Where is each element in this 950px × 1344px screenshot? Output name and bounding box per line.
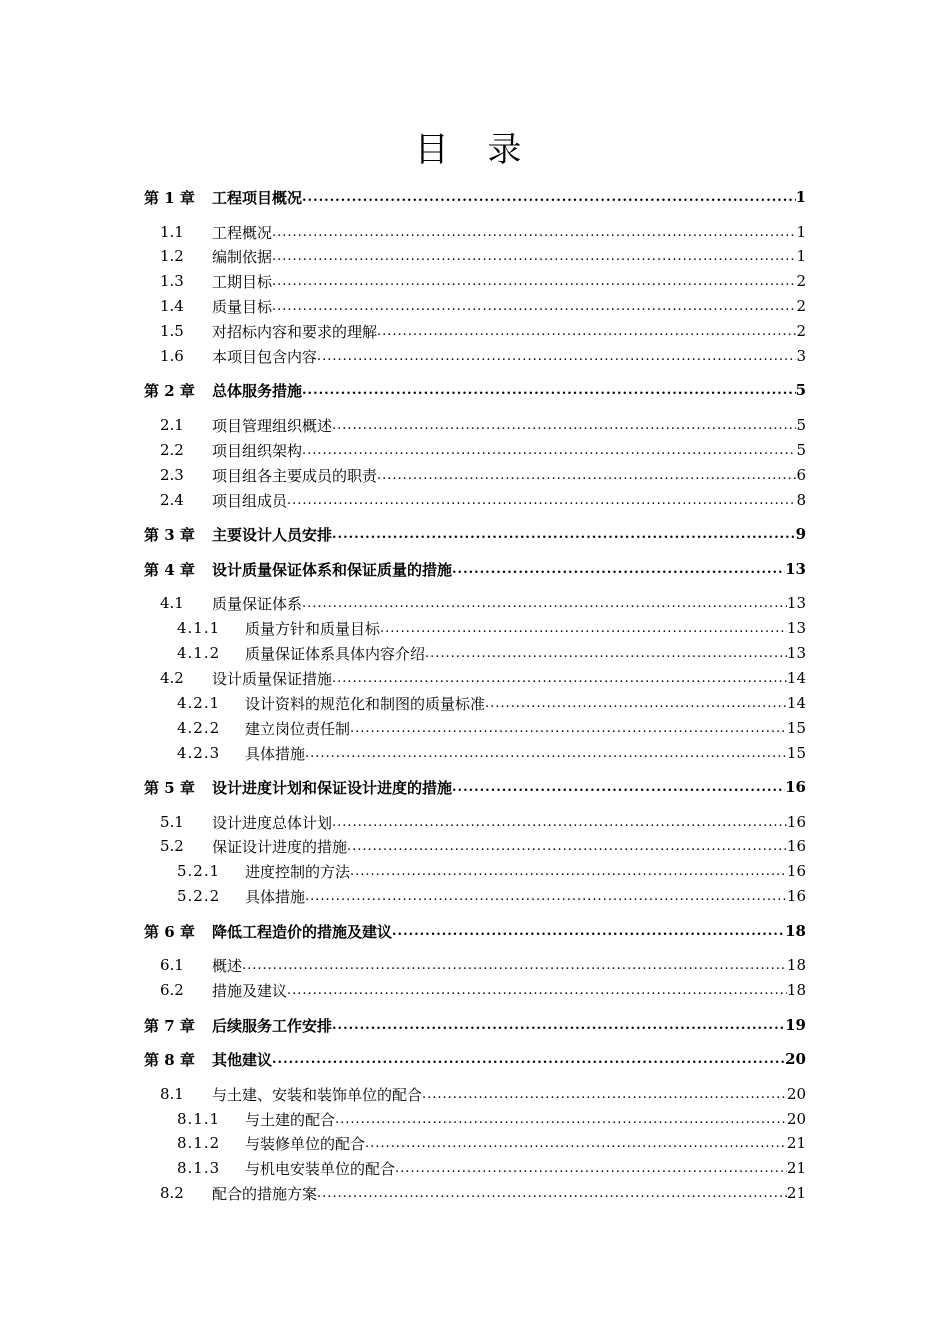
toc-dot-leader [485, 693, 787, 713]
toc-entry-page-number: 2 [796, 297, 806, 315]
toc-dot-leader [317, 1183, 787, 1203]
toc-entry-title: 配合的措施方案 [212, 1184, 318, 1203]
toc-entry-title: 工程项目概况 [212, 188, 303, 207]
toc-entry-title: 本项目包含内容 [212, 347, 318, 366]
toc-entry-page-number: 16 [786, 862, 806, 880]
toc-entry-sub[interactable] [144, 743, 806, 763]
toc-entry-number: 2.1 [160, 416, 184, 434]
toc-entry-chapter[interactable] [144, 1015, 806, 1035]
toc-dot-leader [377, 465, 796, 485]
toc-entry-page-number: 21 [786, 1134, 806, 1152]
toc-dot-leader [377, 321, 796, 341]
toc-entry-number: 5.2 [160, 837, 184, 855]
toc-entry-number: 第 2 章 [144, 381, 195, 400]
toc-entry-page-number: 21 [786, 1159, 806, 1177]
toc-entry-title: 设计进度总体计划 [212, 813, 333, 832]
toc-entry-page-number: 13 [786, 644, 806, 662]
toc-dot-leader [272, 246, 796, 266]
toc-entry-title: 质量保证体系具体内容介绍 [245, 644, 426, 663]
toc-entry-chapter[interactable] [144, 921, 806, 941]
toc-entry-number: 2.2 [160, 441, 184, 459]
toc-entry-number: 4.2.3 [177, 744, 221, 762]
toc-dot-leader [287, 980, 787, 1000]
toc-entry-page-number: 13 [785, 560, 806, 578]
toc-dot-leader [272, 271, 796, 291]
toc-entry-title: 后续服务工作安排 [212, 1016, 333, 1035]
toc-entry-page-number: 16 [785, 778, 806, 796]
toc-entry-page-number: 15 [786, 719, 806, 737]
toc-entry-number: 2.4 [160, 491, 184, 509]
toc-entry-section[interactable] [144, 980, 806, 1000]
toc-dot-leader [302, 380, 796, 400]
toc-entry-section[interactable] [144, 415, 806, 435]
toc-entry-section[interactable] [144, 296, 806, 316]
toc-entry-number: 第 6 章 [144, 922, 195, 941]
toc-entry-page-number: 1 [796, 223, 806, 241]
toc-entry-title: 概述 [212, 956, 243, 975]
toc-entry-title: 编制依据 [212, 247, 273, 266]
toc-entry-title: 降低工程造价的措施及建议 [212, 922, 393, 941]
toc-dot-leader [272, 296, 796, 316]
toc-entry-title: 项目组织架构 [212, 441, 303, 460]
toc-entry-title: 工程概况 [212, 223, 273, 242]
toc-entry-sub[interactable] [144, 861, 806, 881]
toc-entry-title: 项目组各主要成员的职责 [212, 466, 378, 485]
toc-entry-page-number: 3 [796, 347, 806, 365]
toc-entry-page-number: 14 [786, 669, 806, 687]
toc-entry-title: 质量保证体系 [212, 594, 303, 613]
toc-entry-page-number: 13 [786, 619, 806, 637]
toc-entry-number: 8.1.1 [177, 1110, 221, 1128]
toc-entry-page-number: 2 [796, 322, 806, 340]
toc-entry-number: 1.3 [160, 272, 184, 290]
toc-entry-page-number: 9 [795, 525, 806, 543]
toc-entry-section[interactable] [144, 321, 806, 341]
toc-dot-leader [335, 1109, 787, 1129]
toc-entry-section[interactable] [144, 271, 806, 291]
toc-entry-sub[interactable] [144, 618, 806, 638]
toc-entry-title: 对招标内容和要求的理解 [212, 322, 378, 341]
toc-dot-leader [332, 524, 796, 544]
toc-entry-section[interactable] [144, 593, 806, 613]
toc-entry-section[interactable] [144, 346, 806, 366]
toc-entry-page-number: 13 [786, 594, 806, 612]
toc-entry-number: 6.2 [160, 981, 184, 999]
toc-entry-section[interactable] [144, 440, 806, 460]
toc-entry-section[interactable] [144, 222, 806, 242]
toc-entry-page-number: 15 [786, 744, 806, 762]
toc-entry-title: 设计进度计划和保证设计进度的措施 [212, 778, 453, 797]
toc-entry-title: 其他建议 [212, 1050, 273, 1069]
toc-entry-number: 第 5 章 [144, 778, 195, 797]
toc-entry-title: 设计质量保证体系和保证质量的措施 [212, 560, 453, 579]
toc-entry-number: 5.1 [160, 813, 184, 831]
toc-entry-title: 具体措施 [245, 744, 306, 763]
toc-dot-leader [365, 1133, 787, 1153]
toc-entry-number: 8.1 [160, 1085, 184, 1103]
toc-entry-page-number: 1 [796, 247, 806, 265]
toc-dot-leader [332, 415, 796, 435]
toc-entry-sub[interactable] [144, 1158, 806, 1178]
toc-entry-page-number: 1 [795, 188, 806, 206]
toc-dot-leader [287, 490, 796, 510]
toc-entry-section[interactable] [144, 668, 806, 688]
toc-entry-section[interactable] [144, 836, 806, 856]
toc-entry-title: 具体措施 [245, 887, 306, 906]
toc-entry-section[interactable] [144, 465, 806, 485]
toc-entry-sub[interactable] [144, 693, 806, 713]
toc-entry-chapter[interactable] [144, 524, 806, 544]
toc-entry-sub[interactable] [144, 643, 806, 663]
toc-entry-title: 设计质量保证措施 [212, 669, 333, 688]
toc-entry-title: 设计资料的规范化和制图的质量标准 [245, 694, 486, 713]
toc-entry-page-number: 21 [786, 1184, 806, 1202]
toc-entry-number: 1.2 [160, 247, 184, 265]
toc-entry-number: 4.1 [160, 594, 184, 612]
toc-entry-title: 质量目标 [212, 297, 273, 316]
toc-dot-leader [272, 222, 796, 242]
toc-entry-number: 第 8 章 [144, 1050, 195, 1069]
toc-dot-leader [347, 836, 787, 856]
toc-entry-page-number: 18 [785, 922, 806, 940]
toc-entry-chapter[interactable] [144, 1049, 806, 1069]
toc-entry-page-number: 8 [796, 491, 806, 509]
toc-entry-number: 1.6 [160, 347, 184, 365]
toc-entry-title: 保证设计进度的措施 [212, 837, 348, 856]
toc-dot-leader [425, 643, 787, 663]
toc-entry-title: 进度控制的方法 [245, 862, 351, 881]
toc-dot-leader [272, 1049, 785, 1069]
toc-entry-number: 2.3 [160, 466, 184, 484]
toc-dot-leader [302, 440, 796, 460]
page-title: 目 录 [414, 130, 536, 170]
toc-entry-number: 4.1.1 [177, 619, 221, 637]
toc-dot-leader [392, 921, 785, 941]
toc-entry-section[interactable] [144, 246, 806, 266]
toc-entry-page-number: 5 [796, 416, 806, 434]
toc-dot-leader [305, 743, 787, 763]
toc-entry-page-number: 2 [796, 272, 806, 290]
toc-entry-number: 4.2.1 [177, 694, 221, 712]
toc-dot-leader [395, 1158, 787, 1178]
toc-entry-page-number: 5 [796, 441, 806, 459]
toc-entry-title: 建立岗位责任制 [245, 719, 351, 738]
toc-entry-page-number: 18 [786, 981, 806, 999]
toc-entry-sub[interactable] [144, 1109, 806, 1129]
toc-entry-page-number: 20 [786, 1110, 806, 1128]
toc-entry-section[interactable] [144, 1084, 806, 1104]
toc-entry-title: 工期目标 [212, 272, 273, 291]
toc-entry-section[interactable] [144, 812, 806, 832]
toc-entry-title: 措施及建议 [212, 981, 288, 1000]
toc-entry-number: 4.2.2 [177, 719, 221, 737]
toc-entry-number: 第 1 章 [144, 188, 195, 207]
toc-dot-leader [452, 777, 785, 797]
toc-entry-title: 质量方针和质量目标 [245, 619, 381, 638]
toc-entry-page-number: 14 [786, 694, 806, 712]
toc-entry-number: 第 3 章 [144, 525, 195, 544]
toc-entry-title: 与土建的配合 [245, 1110, 336, 1129]
toc-entry-page-number: 6 [796, 466, 806, 484]
toc-entry-number: 5.2.2 [177, 887, 221, 905]
toc-entry-title: 主要设计人员安排 [212, 525, 333, 544]
toc-entry-sub[interactable] [144, 1133, 806, 1153]
toc-entry-number: 第 7 章 [144, 1016, 195, 1035]
toc-dot-leader [422, 1084, 787, 1104]
toc-entry-number: 6.1 [160, 956, 184, 974]
toc-entry-page-number: 16 [786, 887, 806, 905]
toc-dot-leader [332, 668, 787, 688]
toc-entry-page-number: 20 [786, 1085, 806, 1103]
toc-entry-title: 与装修单位的配合 [245, 1134, 366, 1153]
toc-entry-number: 8.1.3 [177, 1159, 221, 1177]
toc-dot-leader [302, 593, 787, 613]
toc-entry-section[interactable] [144, 490, 806, 510]
toc-dot-leader [452, 559, 785, 579]
toc-entry-title: 与土建、安装和装饰单位的配合 [212, 1085, 423, 1104]
toc-dot-leader [305, 886, 787, 906]
toc-entry-title: 与机电安装单位的配合 [245, 1159, 396, 1178]
toc-entry-number: 1.1 [160, 223, 184, 241]
toc-entry-page-number: 5 [795, 381, 806, 399]
toc-dot-leader [332, 1015, 785, 1035]
toc-entry-page-number: 16 [786, 837, 806, 855]
toc-entry-sub[interactable] [144, 886, 806, 906]
toc-entry-number: 5.2.1 [177, 862, 221, 880]
toc-entry-page-number: 19 [785, 1016, 806, 1034]
toc-entry-chapter[interactable] [144, 777, 806, 797]
toc-entry-title: 项目管理组织概述 [212, 416, 333, 435]
toc-entry-title: 总体服务措施 [212, 381, 303, 400]
toc-entry-number: 1.5 [160, 322, 184, 340]
toc-entry-chapter[interactable] [144, 187, 806, 207]
toc-entry-number: 第 4 章 [144, 560, 195, 579]
toc-entry-chapter[interactable] [144, 559, 806, 579]
toc-dot-leader [380, 618, 787, 638]
toc-dot-leader [302, 187, 796, 207]
toc-dot-leader [242, 955, 787, 975]
toc-entry-page-number: 20 [785, 1050, 806, 1068]
toc-entry-number: 1.4 [160, 297, 184, 315]
toc-entry-page-number: 18 [786, 956, 806, 974]
toc-entry-number: 8.1.2 [177, 1134, 221, 1152]
toc-entry-chapter[interactable] [144, 380, 806, 400]
toc-entry-page-number: 16 [786, 813, 806, 831]
toc-entry-section[interactable] [144, 1183, 806, 1203]
toc-entry-title: 项目组成员 [212, 491, 288, 510]
toc-entry-number: 4.1.2 [177, 644, 221, 662]
toc-entry-section[interactable] [144, 955, 806, 975]
toc-entry-number: 8.2 [160, 1184, 184, 1202]
toc-dot-leader [317, 346, 796, 366]
toc-dot-leader [350, 718, 787, 738]
toc-entry-sub[interactable] [144, 718, 806, 738]
toc-dot-leader [350, 861, 787, 881]
toc-dot-leader [332, 812, 787, 832]
toc-entry-number: 4.2 [160, 669, 184, 687]
